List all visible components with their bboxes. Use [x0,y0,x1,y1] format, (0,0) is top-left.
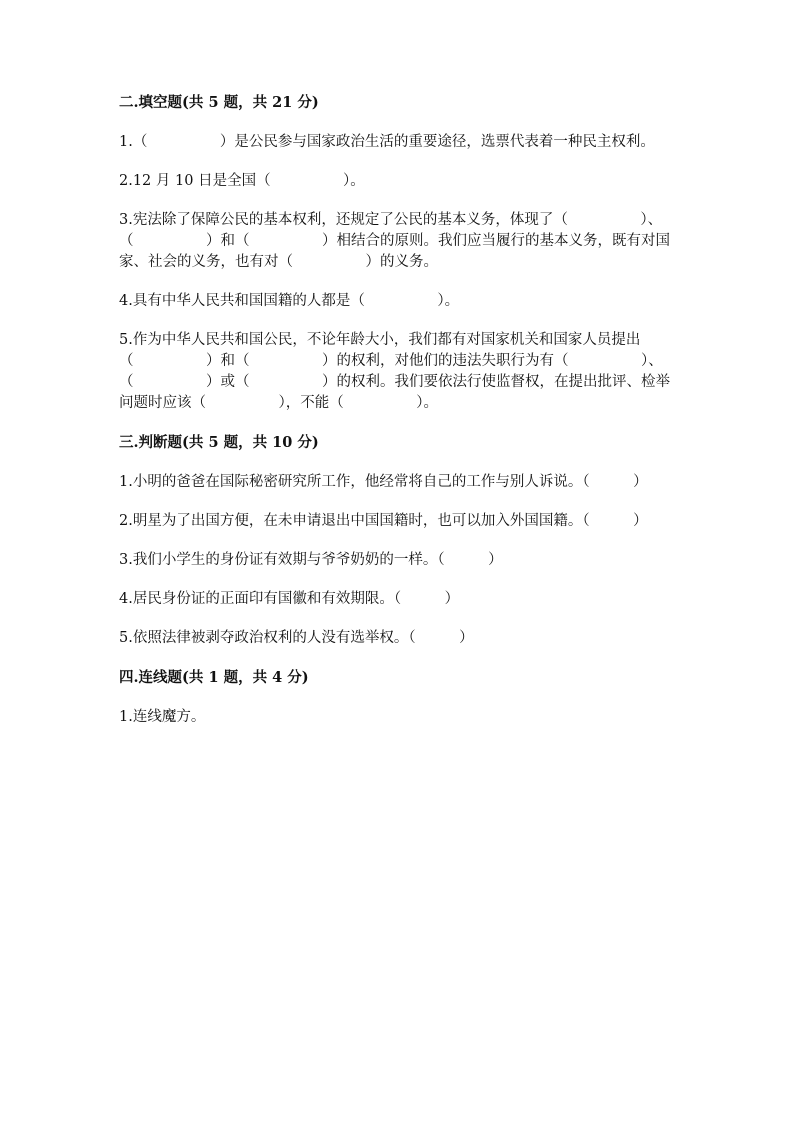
section-matching-title: 四.连线题(共 1 题，共 4 分) [119,669,309,686]
fill-blank-question-3: 3.宪法除了保障公民的基本权利，还规定了公民的基本义务，体现了（ ）、（ ）和（ ）相结合的原则。我们应当履行的基本义务，既有对国家、社会的义务，也有对（ ）的义务。 [119,212,670,270]
exam-page [119,92,679,728]
section-fill-blank-title: 二.填空题(共 5 题，共 21 分) [119,94,319,111]
true-false-question-5: 5.依照法律被剥夺政治权利的人没有选举权。（ ） [119,630,474,646]
section-true-false-title: 三.判断题(共 5 题，共 10 分) [119,434,319,451]
fill-blank-question-5: 5.作为中华人民共和国公民，不论年龄大小，我们都有对国家机关和国家人员提出（ ）和（ ）的权利，对他们的违法失职行为有（ ）、（ ）或（ ）的权利。我们要依法行使监督权，在提出批评、检举问题时应该（ ），不能（ ）。 [119,332,670,411]
true-false-question-3: 3.我们小学生的身份证有效期与爷爷奶奶的一样。（ ） [119,552,503,568]
true-false-question-4: 4.居民身份证的正面印有国徽和有效期限。（ ） [119,591,460,607]
fill-blank-question-2: 2.12 月 10 日是全国（ ）。 [119,173,365,189]
true-false-question-2: 2.明星为了出国方便，在未申请退出中国国籍时，也可以加入外国国籍。（ ） [119,513,648,529]
fill-blank-question-1: 1.（ ）是公民参与国家政治生活的重要途径，选票代表着一种民主权利。 [119,134,655,150]
fill-blank-question-4: 4.具有中华人民共和国国籍的人都是（ ）。 [119,293,460,309]
true-false-question-1: 1.小明的爸爸在国际秘密研究所工作，他经常将自己的工作与别人诉说。（ ） [119,474,648,490]
matching-question-1: 1.连线魔方。 [119,709,206,725]
